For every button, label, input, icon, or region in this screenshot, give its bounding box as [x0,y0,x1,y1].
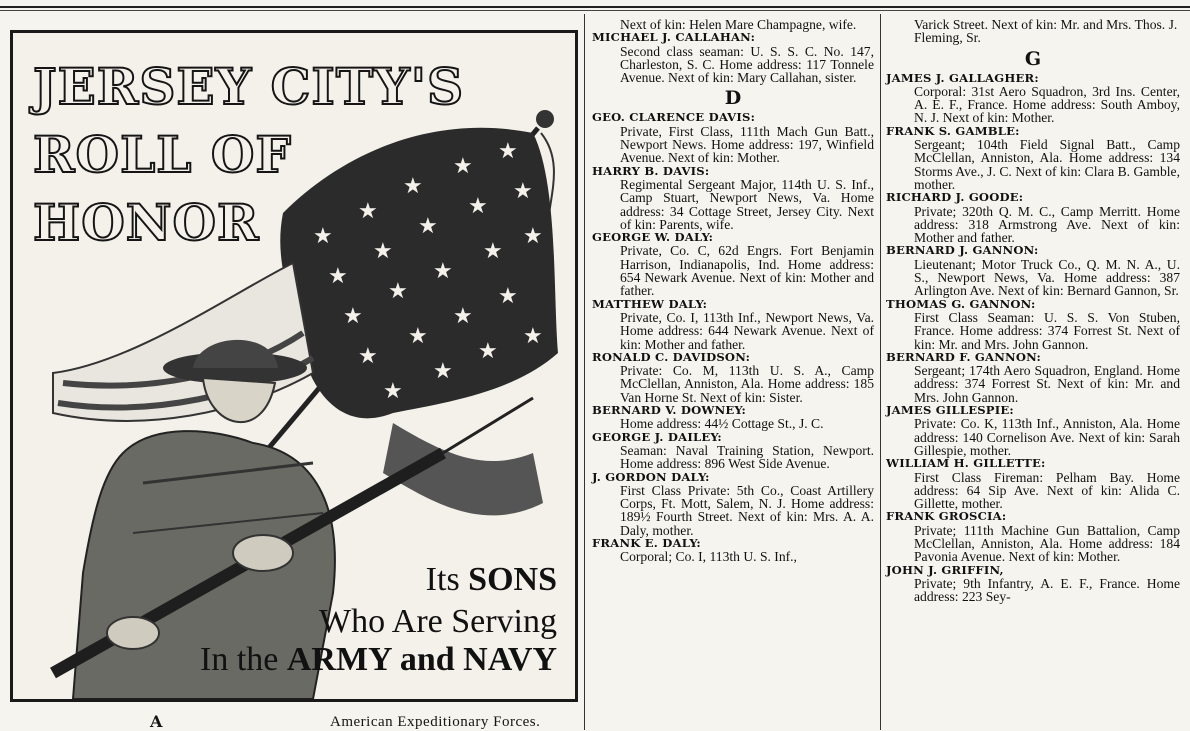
entry-name: FRANK S. GAMBLE: [886,123,1020,138]
list-item [592,351,874,404]
list-item [592,431,874,471]
top-rule [0,6,1190,8]
column-1 [592,18,874,564]
svg-text:★: ★ [408,324,428,349]
list-item [592,537,874,564]
svg-text:★: ★ [358,344,378,369]
section-letter-g: G [1024,47,1042,70]
entry-name: WILLIAM H. GILLETTE: [886,456,1046,471]
entry-name: JAMES J. GALLAGHER: [886,70,1039,85]
entry-name: MATTHEW DALY: [592,296,708,311]
list-item [592,165,874,231]
entry-name: HARRY B. DAVIS: [592,163,710,178]
svg-text:★: ★ [433,259,453,284]
entry-name: BERNARD V. DOWNEY: [592,403,746,418]
subtitle-sons: SONS [468,561,557,598]
entry-body: Sergeant; 174th Aero Squadron, England. Home address: 374 Forrest St. Next of kin: Mr. and Mrs. John Gannon. [914,363,1180,405]
svg-text:★: ★ [328,264,348,289]
svg-text:★: ★ [313,224,333,249]
list-item [592,298,874,351]
svg-text:★: ★ [358,199,378,224]
list-item [886,125,1180,191]
column-rule-1 [584,14,585,730]
svg-text:★: ★ [498,284,518,309]
entry-body: Private; 111th Machine Gun Battalion, Camp McClellan, Anniston, Ala. Home address: 184 Pavonia Avenue. Next of kin: Mother. [914,522,1180,565]
svg-text:★: ★ [478,339,498,364]
title-line-1: JERSEY CITY'S [33,57,465,116]
svg-text:★: ★ [523,224,543,249]
roll-of-honor-panel [10,30,578,702]
entry-body: Home address: 44½ Cottage St., J. C. [620,416,824,432]
entry-body: Private, Co. C, 62d Engrs. Fort Benjamin Harrison, Indianapolis, Ind. Home address: 654 Newark Avenue. Next of kin: Mother and father. [620,243,874,299]
subtitle-army-navy: ARMY and NAVY [286,641,557,678]
column-2 [886,18,1180,603]
panel-title [33,53,464,257]
svg-text:★: ★ [373,239,393,264]
list-item [886,457,1180,510]
section-letter-a: A [150,712,163,731]
title-line-2: ROLL OF [33,125,292,184]
continuation-text: Next of kin: Helen Mare Champagne, wife. [620,17,857,32]
list-item [592,31,874,84]
entry-body: Private, Co. I, 113th Inf., Newport News, Va. Home address: 644 Newark Avenue. Next of kin: Mother and father. [620,309,874,352]
entry-name: THOMAS G. GANNON: [886,296,1036,311]
svg-text:★: ★ [383,379,403,404]
svg-text:★: ★ [453,154,473,179]
entry-body: Regimental Sergeant Major, 114th U. S. Inf., Camp Stuart, Newport News, Va. Home address: 34 Cottage Street, Jersey City. Next of kin: Parents, wife. [620,176,874,232]
entry-name: FRANK GROSCIA: [886,509,1007,524]
entry-name: GEORGE W. DALY: [592,230,714,245]
continuation-text: Varick Street. Next of kin: Mr. and Mrs. Thos. J. Fleming, Sr. [914,17,1178,46]
svg-text:★: ★ [453,304,473,329]
entry-body: Lieutenant; Motor Truck Co., Q. M. N. A., U. S., Newport News, Va. Home address: 387 Arlington Ave. Next of kin: Bernard Gannon, Sr. [914,256,1180,299]
list-item [592,404,874,431]
entry-name: BERNARD F. GANNON: [886,349,1041,364]
svg-text:★: ★ [483,239,503,264]
list-item [886,191,1180,244]
list-item [592,231,874,297]
list-item [592,471,874,537]
list-item [886,72,1180,125]
below-panel-text: American Expeditionary Forces. [330,714,541,730]
svg-text:★: ★ [418,214,438,239]
entry-body: Corporal; Co. I, 113th U. S. Inf., [620,549,797,565]
entry-body: Second class seaman: U. S. S. C. No. 147, Charleston, S. C. Home address: 117 Tonnele Avenue. Next of kin: Mary Callahan, sister. [620,43,874,86]
subtitle-prefix: Its [425,561,469,598]
subtitle-prefix-2: In the [200,641,287,678]
subtitle-line-3 [200,641,557,679]
svg-text:★: ★ [513,179,533,204]
entry-body: Private; 9th Infantry, A. E. F., France. Home address: 223 Sey- [914,575,1180,605]
svg-text:★: ★ [523,324,543,349]
list-item [886,244,1180,297]
subtitle-line-1 [426,561,557,599]
entry-name: RICHARD J. GOODE: [886,190,1024,205]
list-item [886,510,1180,563]
entry-body: First Class Private: 5th Co., Coast Artillery Corps, Ft. Mott, Salem, N. J. Home address: 189½ Fourth Street. Next of kin: Mrs. A. A. Daly, mother. [620,482,874,538]
section-letter-d: D [724,87,742,110]
entry-name: J. GORDON DALY: [592,469,710,484]
entry-name: GEORGE J. DAILEY: [592,429,722,444]
entry-name: FRANK E. DALY: [592,535,701,550]
list-item [886,351,1180,404]
entry-name: MICHAEL J. CALLAHAN: [592,30,756,45]
entry-body: First Class Seaman: U. S. S. Von Stuben, France. Home address: 374 Forrest St. Next of kin: Mr. and Mrs. John Gannon. [914,309,1180,352]
list-item [886,564,1180,604]
entry-body: Corporal: 31st Aero Squadron, 3rd Ins. Center, A. E. F., France. Home address: South Amboy, N. J. Next of kin: Mother. [914,83,1180,126]
entry-body: First Class Fireman: Pelham Bay. Home address: 64 Sip Ave. Next of kin: Alida C. Gillette, mother. [914,469,1180,512]
top-rule-thin [0,10,1190,11]
svg-text:★: ★ [468,194,488,219]
entry-body: Private: Co. M, 113th U. S. A., Camp McClellan, Anniston, Ala. Home address: 185 Van Horne St. Next of kin: Sister. [620,363,874,405]
svg-text:★: ★ [433,359,453,384]
column-rule-2 [880,14,881,730]
svg-text:★: ★ [498,139,518,164]
entry-name: JOHN J. GRIFFIN, [886,562,1004,577]
svg-text:★: ★ [388,279,408,304]
entry-body: Private: Co. K, 113th Inf., Anniston, Ala. Home address: 140 Cornelison Ave. Next of kin: Sarah Gillespie, mother. [914,416,1180,458]
svg-text:★: ★ [343,304,363,329]
entry-body: Sergeant; 104th Field Signal Batt., Camp McClellan, Anniston, Ala. Home address: 134 Storms Ave., J. C. Next of kin: Clara B. Gamble, mother. [914,137,1180,192]
svg-text:★: ★ [403,174,423,199]
list-item [886,298,1180,351]
entry-name: JAMES GILLESPIE: [886,403,1014,418]
entry-name: BERNARD J. GANNON: [886,243,1039,258]
subtitle-line-2: Who Are Serving [319,603,557,640]
entry-name: GEO. CLARENCE DAVIS: [592,110,756,125]
entry-body: Private; 320th Q. M. C., Camp Merritt. Home address: 318 Armstrong Ave. Next of kin: Mother and father. [914,203,1180,246]
entry-body: Seaman: Naval Training Station, Newport. Home address: 896 West Side Avenue. [620,442,874,472]
title-line-3: HONOR [33,193,260,252]
entry-name: RONALD C. DAVIDSON: [592,349,751,364]
list-item [886,404,1180,457]
entry-body: Private, First Class, 111th Mach Gun Batt., Newport News. Home address: 197, Winfield Avenue. Next of kin: Mother. [620,123,874,166]
list-item [592,111,874,164]
